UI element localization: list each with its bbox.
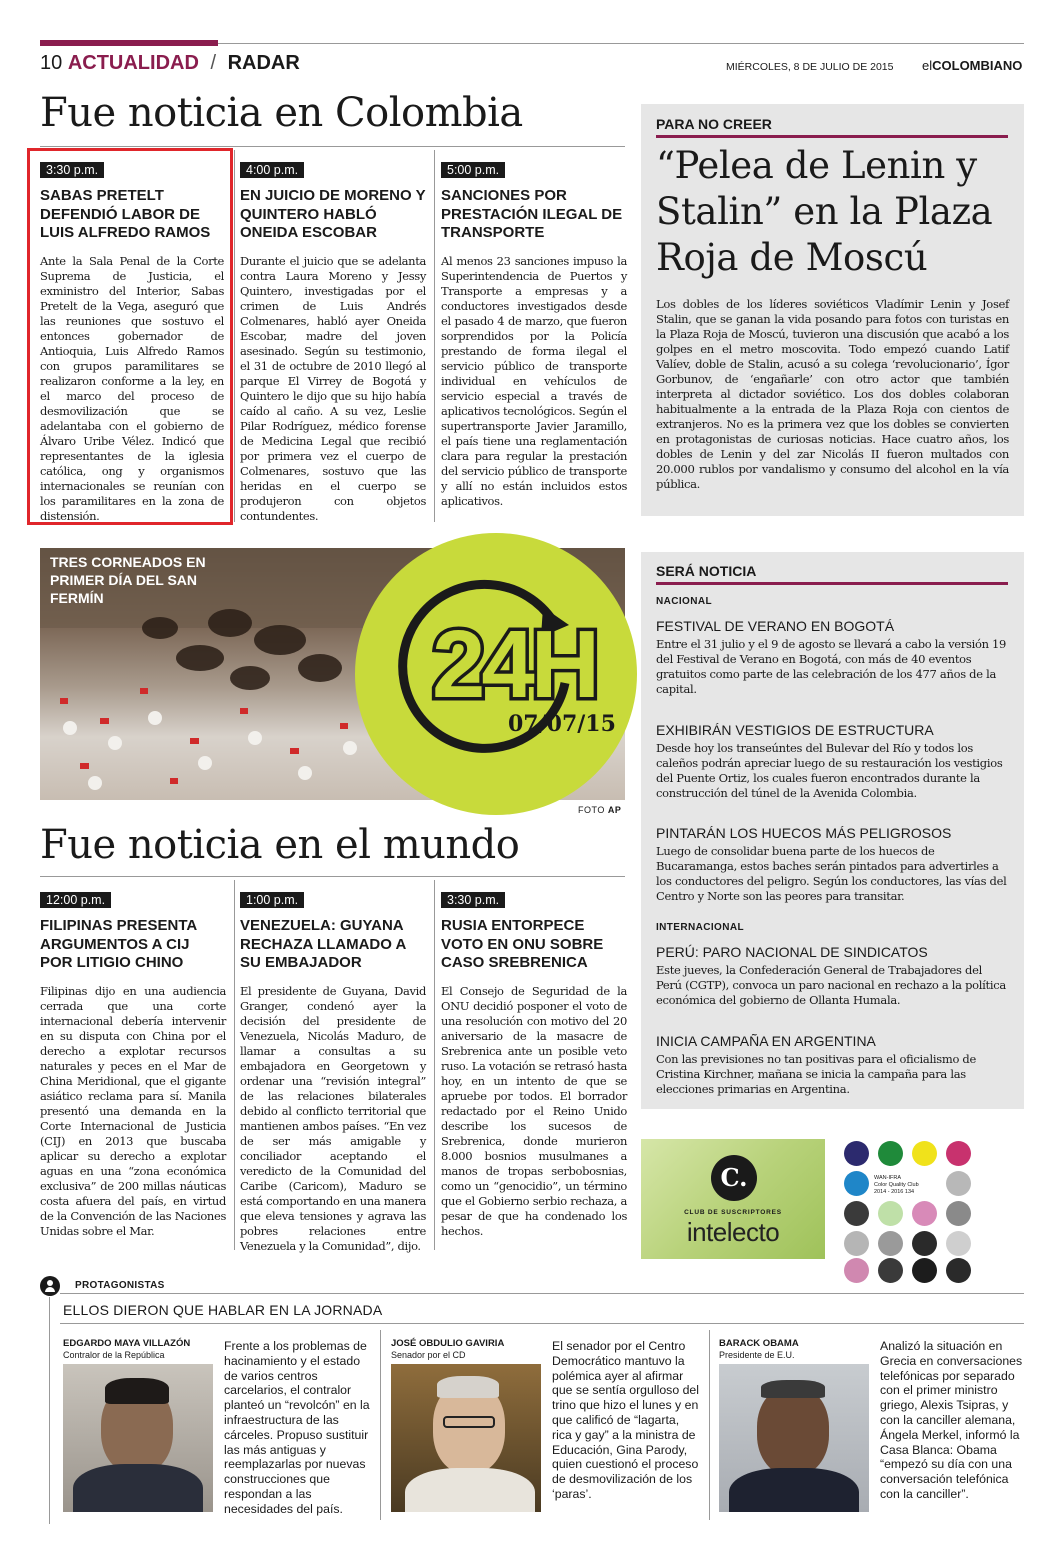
para-no-creer-tag: PARA NO CREER (656, 116, 772, 132)
header-date: MIÉRCOLES, 8 DE JULIO DE 2015 (726, 61, 894, 73)
sn-body: Este jueves, la Confederación General de Trabajadores del Perú (CGTP), convoca un paro nacional en rechazo a la política económica del gobierno de Ollanta Humala. (656, 963, 1006, 1007)
news-item-colombia-2 (240, 159, 426, 524)
sera-noticia-rule (656, 582, 1008, 585)
color-swatch (912, 1141, 937, 1166)
person-photo (391, 1364, 541, 1512)
news-item-colombia-3 (441, 159, 627, 509)
color-swatch (844, 1171, 869, 1196)
color-swatch (946, 1141, 971, 1166)
photo-caption: TRES CORNEADOS EN PRIMER DÍA DEL SAN FERMÍN (50, 554, 206, 606)
news-body: Ante la Sala Penal de la Corte Suprema de Justicia, el exministro del Interior, Sabas Pretelt de la Vega, aseguró que las reuniones que sostuvo el entonces gobernador de Antioquia, Luis Alfredo Ramos con grupos paramilitares se realizaron conforme a la ley, en el marco del proceso de desmovilización que se adelantaba con el gobierno de Álvaro Uribe Vélez. Indicó que representantes de la iglesia católica, ong y organismos internacionales se reunían con los paramilitares en la zona de distensión. (40, 253, 224, 523)
col-divider (234, 880, 235, 1250)
color-swatch (844, 1231, 869, 1256)
24h-label: 24H (432, 611, 597, 718)
club-label: CLUB DE SUSCRIPTORES (684, 1209, 782, 1216)
mundo-rule (40, 876, 625, 877)
sn-body: Entre el 31 julio y el 9 de agosto se llevará a cabo la versión 19 del Festival de Verano en Bogotá, con más de 40 eventos gratuitos como parte de las celebración de los 477 años de la capital. (656, 637, 1007, 696)
protagonistas-rule2 (60, 1323, 1024, 1324)
brand-name: COLOMBIANO (932, 58, 1023, 73)
protagonistas-subtitle: ELLOS DIERON QUE HABLAR EN LA JORNADA (63, 1302, 383, 1318)
color-club-line: WAN-IFRA (874, 1175, 901, 1181)
color-swatch (946, 1258, 971, 1283)
sn-headline[interactable]: PERÚ: PARO NACIONAL DE SINDICATOS (656, 944, 928, 960)
intelecto-logo-circle (711, 1155, 757, 1201)
sn-body: Desde hoy los transeúntes del Bulevar del Río y todos los caleños podrán apreciar luego de su restauración los vestigios del Puente Ortiz, los cuales fueron encontrados durante la construcción del túnel de la Avenida Colombia. (656, 741, 1003, 800)
header-rule (218, 43, 1024, 44)
color-swatch (844, 1258, 869, 1283)
sn-body: Con las previsiones no tan positivas para el oficialismo de Cristina Kirchner, mañana se inicia la campaña para las elecciones primarias en Argentina. (656, 1052, 976, 1096)
col-divider (434, 150, 435, 522)
color-swatch (912, 1258, 937, 1283)
person-role: Contralor de la República (63, 1350, 165, 1360)
sn-headline[interactable]: PINTARÁN LOS HUECOS MÁS PELIGROSOS (656, 825, 952, 841)
time-label: 5:00 p.m. (441, 162, 505, 178)
para-no-creer-title[interactable]: “Pelea de Lenin y Stalin” en la Plaza Roja de Moscú (656, 144, 993, 279)
news-item-mundo-1 (40, 889, 226, 1239)
news-body: El Consejo de Seguridad de la ONU decidió posponer el voto de una resolución con motivo del 20 aniversario de la masacre de Srebrenica ante un posible veto ruso. La votación se retrasó hasta hoy, en un intento de que se apruebe por todos. El borrador redactado por el Reino Unido describe los sucesos de Srebrenica, donde murieron 8.000 bosnios musulmanes a manos de tropas serbobosnias, como un “genocidio”, un término que el Gobierno serbio rechaza, a pesar de que ha condenado los hechos. (441, 983, 627, 1238)
para-no-creer-rule (656, 135, 1008, 138)
color-swatch (878, 1231, 903, 1256)
sn-body: Luego de consolidar buena parte de los huecos de Bucaramanga, estos baches serán pintados para advertirles a los conductores del peligro. Según los conductores, las vías del Centro y Norte son las peores para transitar. (656, 844, 1007, 903)
color-swatch (912, 1201, 937, 1226)
news-headline[interactable]: FILIPINAS PRESENTA ARGUMENTOS A CIJ POR LITIGIO CHINO (40, 917, 197, 971)
page-number: 10 (40, 52, 63, 74)
color-club-line: 2014 - 2016 134 (874, 1189, 915, 1195)
protagonistas-vrule (49, 1297, 50, 1524)
time-label: 3:30 p.m. (40, 162, 104, 178)
news-body: Filipinas dijo en una audiencia cerrada que una corte internacional debería intervenir en su disputa con China por el derecho a explotar recursos naturales y peces en el Mar de China Meridional, que el gigante asiático reclama para sí. Manila presentó una demanda en la Corte Internacional de Justicia (CIJ) en 2013 que buscaba aplicar su derecho a explotar aguas en una “zona económica exclusiva” de 200 millas náuticas costa afuera del país, en virtud de la Convención de las Naciones Unidas sobre el Mar. (40, 983, 226, 1238)
person-name: JOSÉ OBDULIO GAVIRIA (391, 1338, 505, 1349)
person-text: El senador por el Centro Democrático mantuvo la polémica ayer al afirmar que se sentía orgulloso del trino que hizo el lunes y en que calificó de “lagarta, rica y gay” a la ministra de Educación, Gina Parody, quien cuestionó el proceso de desmovilización de los ‘paras’. (552, 1339, 699, 1501)
intelecto-ad[interactable] (641, 1139, 825, 1259)
colombia-title: Fue noticia en Colombia (40, 90, 523, 136)
mundo-title: Fue noticia en el mundo (40, 822, 520, 868)
time-label: 4:00 p.m. (240, 162, 304, 178)
color-swatch (946, 1201, 971, 1226)
col-divider (709, 1330, 710, 1520)
person-photo (719, 1364, 869, 1512)
news-body: El presidente de Guyana, David Granger, condenó ayer la decisión del presidente de Venezuela, Nicolás Maduro, de llamar a consultas a su embajadora en Georgetown y ordenar una “revisión integral” de las relaciones bilaterales debido al conflicto territorial que mantienen ambos países. “En vez de ser más amigable y conciliador aceptando el veredicto de la Comunidad del Caribe (Caricom), Maduro se está comportando en una manera que eleva tensiones y agrava las pobres relaciones entre Venezuela y la Comunidad”, dijo. (240, 983, 426, 1253)
protagonistas-rule (60, 1293, 1024, 1294)
person-text: Frente a los problemas de hacinamiento y el estado de varios centros carcelarios, el contralor planteó un “revolcón” en la infraestructura de las cárceles. Propuso sustituir las más antiguas y reemplazarlas por nuevas construcciones que respondan a las necesidades del país. (224, 1339, 370, 1516)
credit-source: AP (607, 805, 622, 815)
news-item-mundo-3 (441, 889, 627, 1239)
sn-item-nacional-3 (656, 825, 1008, 904)
sn-item-internacional-2 (656, 1033, 1008, 1097)
color-swatch (878, 1258, 903, 1283)
color-swatch (912, 1231, 937, 1256)
color-swatch (844, 1201, 869, 1226)
24h-date: 07/07/15 (508, 711, 616, 737)
brand-logo[interactable] (922, 58, 1022, 73)
swatch-grid (842, 1139, 1024, 1264)
color-swatch (946, 1231, 971, 1256)
color-club-line: Color Quality Club (874, 1182, 919, 1188)
news-headline[interactable]: EN JUICIO DE MORENO Y QUINTERO HABLÓ ONEIDA ESCOBAR (240, 187, 426, 241)
news-body: Al menos 23 sanciones impuso la Superintendencia de Puertos y Transporte a empresas y a conductores investigados desde el pasado 4 de marzo, que fueron sorprendidos por la Policía prestando de forma ilegal el servicio público de transporte individual en vehículos de servicio especial a través de aplicativos tecnológicos. Según el supertransporte Javier Jaramillo, el país tiene una reglamentación clara para regular la prestación del servicio público de transporte y allí no están incluidos estos aplicativos. (441, 253, 627, 508)
internacional-label: INTERNACIONAL (656, 922, 744, 933)
color-swatch (946, 1171, 971, 1196)
protagonistas-tag: PROTAGONISTAS (75, 1280, 165, 1291)
news-headline[interactable]: RUSIA ENTORPECE VOTO EN ONU SOBRE CASO SREBRENICA (441, 917, 604, 971)
section-name: ACTUALIDAD (67, 52, 199, 74)
news-headline[interactable]: VENEZUELA: GUYANA RECHAZA LLAMADO A SU EMBAJADOR (240, 917, 406, 971)
credit-label: FOTO (578, 805, 605, 815)
sn-item-nacional-2 (656, 722, 1008, 801)
person-text: Analizó la situación en Grecia en conversaciones telefónicas por separado con el primer ministro griego, Alexis Tsipras, y con la canciller alemana, Ángela Merkel, informó la Casa Blanca: Obama “empezó su día con una conversación telefónica con la canciller”. (880, 1339, 1023, 1501)
header-separator: / (210, 52, 217, 74)
sn-item-internacional-1 (656, 944, 1008, 1008)
person-name: EDGARDO MAYA VILLAZÓN (63, 1338, 191, 1349)
color-swatch (878, 1201, 903, 1226)
news-item-mundo-2 (240, 889, 426, 1254)
time-label: 1:00 p.m. (240, 892, 304, 908)
subsection-name: RADAR (227, 52, 300, 74)
colombia-rule (40, 146, 625, 147)
col-divider (380, 1330, 381, 1520)
color-swatch (878, 1141, 903, 1166)
para-no-creer-body: Los dobles de los líderes soviéticos Vladímir Lenin y Josef Stalin, que se ganan la vida posando para fotos con turistas en la Plaza Roja de Moscú, tuvieron una discusión que acabó a los golpes en el metro moscovita. Todo empezó cuando Latif Valíev, doble de Stalin, acusó a su colega ‘revolucionario’, Ígor Gorbunov, de ‘engañarle’ con otro actor que también interpreta al dictador soviético. Los dos dobles colaboran habitualmente a la entrada de la Plaza Roja con cientos de extranjeros. No es la primera vez que los dobles se convierten en protagonistas de curiosas noticias. Hace cuatro años, los dobles de Lenin y del zar Nicolás II fueron multados con 20.000 rublos por vandalismo y consumo del alcohol en la vía pública. (656, 297, 1009, 491)
person-role: Senador por el CD (391, 1350, 466, 1360)
sn-headline[interactable]: INICIA CAMPAÑA EN ARGENTINA (656, 1033, 876, 1049)
sn-item-nacional-1 (656, 618, 1008, 697)
sn-headline[interactable]: FESTIVAL DE VERANO EN BOGOTÁ (656, 618, 895, 634)
color-swatch (844, 1141, 869, 1166)
header-left (40, 52, 300, 75)
intelecto-brand: intelecto (686, 1217, 780, 1247)
header-accent-bar (40, 40, 218, 46)
photo-credit (578, 805, 621, 815)
person-photo (63, 1364, 213, 1512)
person-name: BARACK OBAMA (719, 1338, 799, 1349)
time-label: 3:30 p.m. (441, 892, 505, 908)
time-label: 12:00 p.m. (40, 892, 111, 908)
color-swatches (842, 1139, 1024, 1264)
news-headline[interactable]: SANCIONES POR PRESTACIÓN ILEGAL DE TRANSPORTE (441, 187, 623, 241)
col-divider (234, 150, 235, 522)
logo-letter: C. (720, 1163, 748, 1192)
color-club-label (874, 1175, 934, 1196)
person-icon (40, 1276, 60, 1296)
brand-prefix: el (922, 58, 933, 73)
news-body: Durante el juicio que se adelanta contra Laura Moreno y Jessy Quintero, investigadas por el crimen de Luis Andrés Colmenares, habló ayer Oneida Escobar, madre del joven asesinado. Según su testimonio, el 31 de octubre de 2010 llegó al parque El Virrey de Bogotá y Quintero le dijo que su hijo había caído al caño. A su vez, Leslie Pilar Rodríguez, médico forense de Medicina Legal que recibió por primera vez el cuerpo de Colmenares, sostuvo que las heridas en el cuerpo se produjeron con objetos contundentes. (240, 253, 426, 523)
sn-headline[interactable]: EXHIBIRÁN VESTIGIOS DE ESTRUCTURA (656, 722, 934, 738)
nacional-label: NACIONAL (656, 596, 712, 607)
news-headline[interactable]: SABAS PRETELT DEFENDIÓ LABOR DE LUIS ALFREDO RAMOS (40, 187, 211, 241)
sera-noticia-tag: SERÁ NOTICIA (656, 563, 757, 579)
person-role: Presidente de E.U. (719, 1350, 795, 1360)
news-item-colombia-1 (40, 159, 224, 524)
col-divider (434, 880, 435, 1250)
